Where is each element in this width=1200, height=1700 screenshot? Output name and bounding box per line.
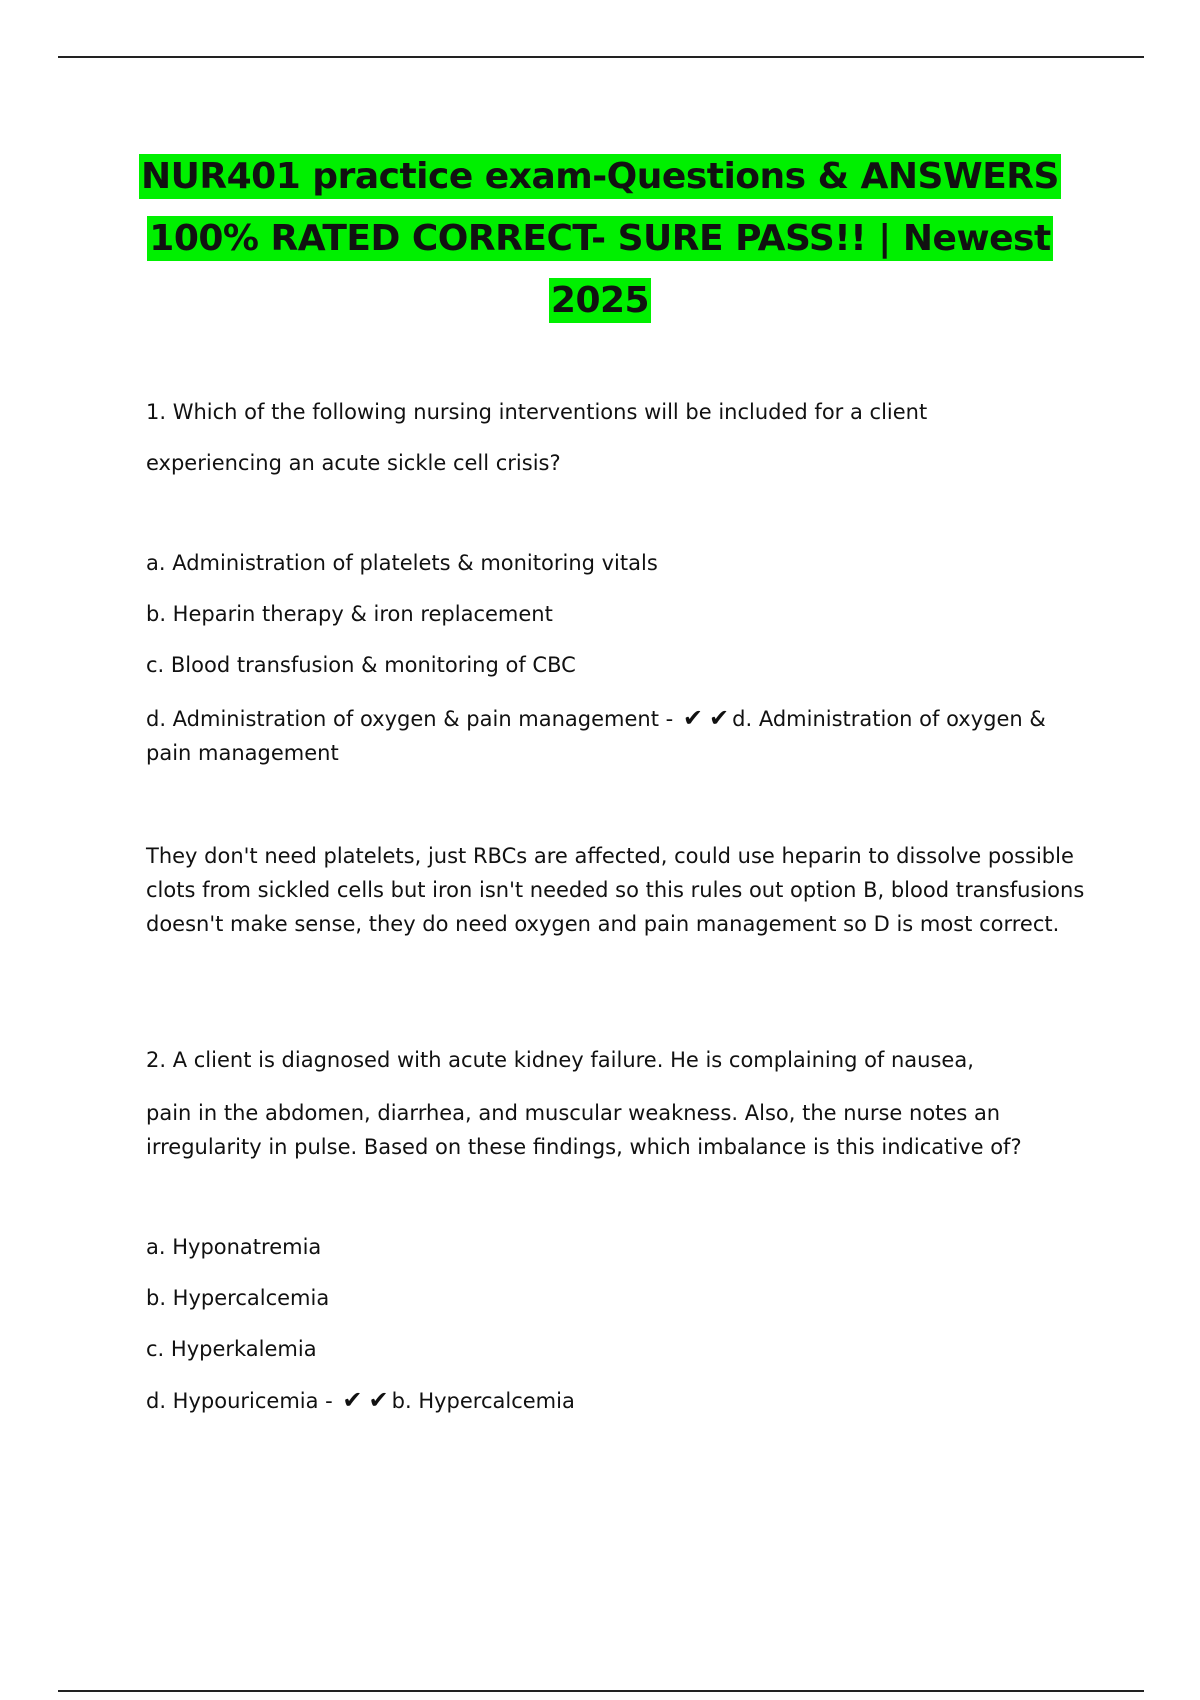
title-line-1: NUR401 practice exam-Questions & ANSWERS	[141, 156, 1059, 197]
check-icon: ✔	[682, 704, 704, 732]
top-rule	[58, 56, 1144, 58]
question-2-option-d: d. Hypouricemia -	[146, 1389, 333, 1413]
question-2-option-d-answer	[146, 1384, 1086, 1418]
question-2-option-a: a. Hyponatremia	[146, 1235, 322, 1259]
question-1-option-c: c. Blood transfusion & monitoring of CBC	[146, 653, 576, 677]
question-1-stem-line-1: 1. Which of the following nursing interventions will be included for a client	[146, 400, 928, 424]
question-1-stem-line-2: experiencing an acute sickle cell crisis?	[146, 451, 561, 475]
title-line-3: 2025	[550, 280, 650, 321]
check-icon: ✔	[342, 1386, 363, 1414]
question-2-stem-line-1: 2. A client is diagnosed with acute kidney failure. He is complaining of nausea,	[146, 1048, 974, 1072]
document-title	[120, 146, 1080, 332]
bottom-rule	[58, 1690, 1144, 1692]
question-1-option-b: b. Heparin therapy & iron replacement	[146, 602, 553, 626]
question-1-rationale: They don't need platelets, just RBCs are affected, could use heparin to dissolve possible clots from sickled cells but iron isn't needed so this rules out option B, blood transfusions doesn't make sense, they do need oxygen and pain management so D is most correct.	[146, 844, 1085, 936]
question-1-option-d: d. Administration of oxygen & pain management -	[146, 707, 674, 731]
question-1-option-a: a. Administration of platelets & monitoring vitals	[146, 551, 658, 575]
check-icon: ✔	[368, 1386, 389, 1414]
check-icon: ✔	[709, 704, 730, 732]
question-2-option-b: b. Hypercalcemia	[146, 1286, 330, 1310]
title-line-2: 100% RATED CORRECT- SURE PASS!! | Newest	[149, 218, 1051, 259]
question-2-stem-line-2: pain in the abdomen, diarrhea, and muscular weakness. Also, the nurse notes an irregularity in pulse. Based on these findings, which imbalance is this indicative of?	[146, 1101, 1022, 1159]
question-1-option-d-answer	[146, 702, 1086, 770]
question-2-option-c: c. Hyperkalemia	[146, 1337, 317, 1361]
question-1-answer: d. Administration of oxygen & pain management	[146, 707, 1046, 765]
question-2-answer: b. Hypercalcemia	[391, 1389, 575, 1413]
